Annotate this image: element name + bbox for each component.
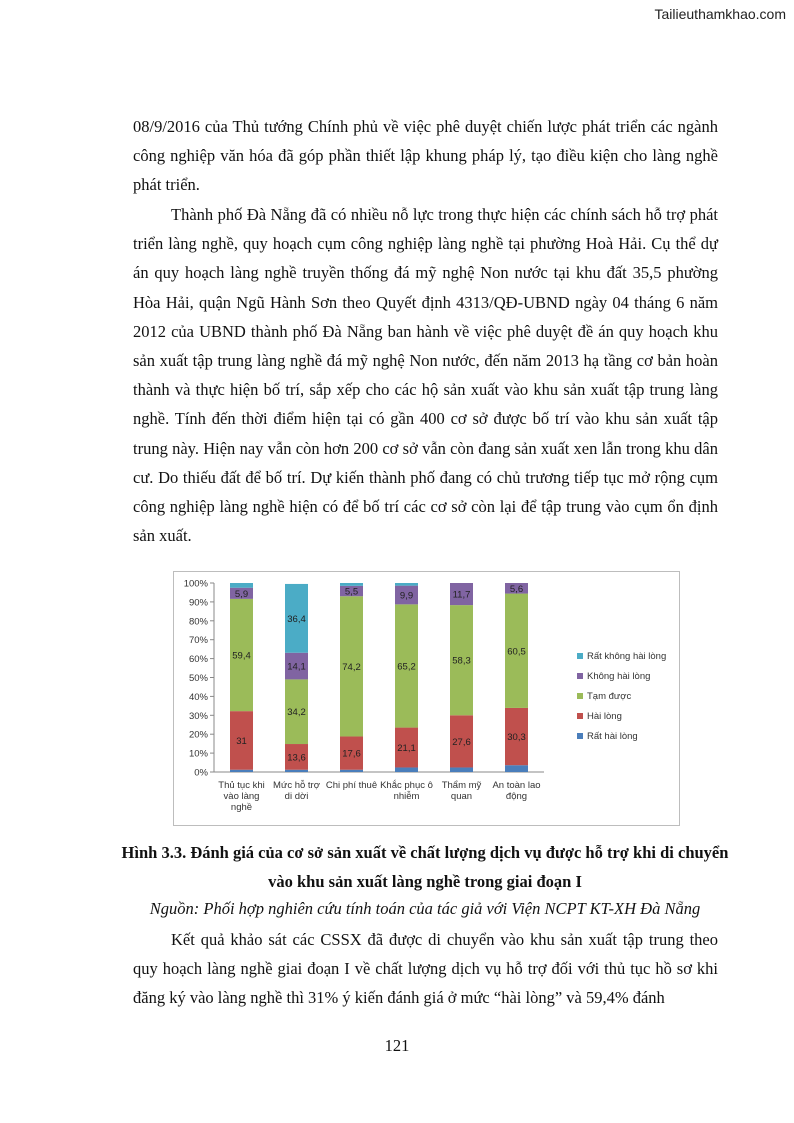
y-tick-label: 100%	[183, 578, 208, 590]
legend-swatch	[577, 713, 583, 719]
data-label: 59,4	[232, 650, 251, 662]
paragraph-3: Kết quả khảo sát các CSSX đã được di chuyển vào khu sản xuất tập trung theo quy hoạch làng nghề giai đoạn I về chất lượng dịch vụ hỗ trợ đối với thủ tục hồ sơ khi đăng ký vào làng nghề thì 31% ý kiến đánh giá ở mức “hài lòng” và 59,4% đánh	[133, 930, 718, 1008]
y-tick-label: 50%	[188, 673, 208, 684]
y-tick-label: 10%	[188, 748, 208, 760]
category-label: Chi phí thuê	[325, 780, 378, 791]
data-label: 14,1	[287, 661, 306, 673]
chart-container	[173, 571, 680, 826]
legend-swatch	[577, 673, 583, 679]
data-label: 30,3	[507, 732, 526, 744]
data-label: 5,6	[509, 583, 524, 595]
y-tick-label: 30%	[188, 710, 208, 722]
data-label: 21,1	[397, 743, 416, 755]
page-number: 121	[384, 1036, 410, 1055]
data-label: 36,4	[287, 613, 306, 625]
y-tick-label: 80%	[188, 616, 208, 628]
category-label: quan	[450, 791, 473, 802]
data-label: 58,3	[452, 655, 471, 667]
paragraph-2: Thành phố Đà Nẵng đã có nhiều nỗ lực trong thực hiện các chính sách hỗ trợ phát triển làng nghề, quy hoạch cụm công nghiệp làng nghề tại phường Hoà Hải. Cụ thể dự án quy hoạch làng nghề truyền thống đá mỹ nghệ Non nước tại khu đất 35,5 phường Hòa Hải, quận Ngũ Hành Sơn theo Quyết định 4313/QĐ-UBND ngày 04 tháng 6 năm 2012 của UBND thành phố Đà Nẵng ban hành về việc phê duyệt đề án quy hoạch khu sản xuất tập trung làng nghề đá mỹ nghệ Non nước, đến năm 2013 hạ tầng cơ bản hoàn thành và thực hiện bố trí, sắp xếp cho các hộ sản xuất vào khu sản xuất tập trung làng nghề. Tính đến thời điểm hiện tại có gần 400 cơ sở được bố trí vào khu sản xuất tập trung này. Hiện nay vẫn còn hơn 200 cơ sở vẫn còn đang sản xuất xen lẫn trong khu dân cư. Do thiếu đất để bố trí. Dự kiến thành phố đang có chủ trương tiếp tục mở rộng cụm công nghiệp làng nghề hiện có để bố trí các cơ sở còn lại để tập trung vào cụm ổn định sản xuất.	[133, 205, 718, 546]
legend-label: Rất không hài lòng	[587, 651, 667, 662]
data-label: 74,2	[342, 661, 361, 673]
bar-segment	[230, 770, 253, 772]
bar-segment	[230, 583, 253, 588]
y-tick-label: 70%	[188, 635, 208, 647]
data-label: 5,5	[344, 586, 359, 598]
legend-swatch	[577, 653, 583, 659]
category-label: vào làng	[223, 791, 260, 802]
data-label: 13,6	[287, 752, 306, 764]
legend-label: Không hài lòng	[587, 671, 651, 682]
data-label: 9,9	[399, 590, 414, 602]
y-tick-label: 20%	[188, 729, 208, 741]
category-label: An toàn lao	[492, 780, 541, 791]
data-label: 27,6	[452, 736, 471, 748]
figure-caption: Hình 3.3. Đánh giá của cơ sở sản xuất về chất lượng dịch vụ được hỗ trợ khi di chuyển vào khu sản xuất làng nghề trong giai đoạn I	[121, 843, 729, 891]
bar-segment	[505, 765, 528, 772]
y-tick-label: 90%	[188, 597, 208, 609]
data-label: 60,5	[507, 646, 526, 658]
category-label: di dời	[284, 791, 309, 802]
watermark: Tailieuthamkhao.com	[654, 6, 786, 22]
paragraph-1: 08/9/2016 của Thủ tướng Chính phủ về việc phê duyệt chiến lược phát triển các ngành công nghiệp văn hóa đã góp phần thiết lập khung pháp lý, tạo điều kiện cho làng nghề phát triển.	[133, 117, 718, 195]
legend-swatch	[577, 693, 583, 699]
legend-label: Hài lòng	[587, 711, 622, 722]
stacked-bar-chart	[174, 572, 679, 825]
y-tick-label: 0%	[194, 767, 208, 779]
bar-segment	[395, 583, 418, 586]
legend-swatch	[577, 733, 583, 739]
data-label: 34,2	[287, 707, 306, 719]
bar-segment	[285, 770, 308, 772]
bar-segment	[450, 767, 473, 772]
y-tick-label: 60%	[188, 654, 208, 666]
category-label: nhiễm	[393, 791, 420, 802]
category-label: Thẩm mỹ	[441, 780, 482, 791]
data-label: 31	[236, 735, 247, 747]
category-label: động	[505, 791, 528, 802]
bar-segment	[340, 770, 363, 772]
category-label: Mức hỗ trợ	[273, 780, 320, 791]
figure-source: Nguồn: Phối hợp nghiên cứu tính toán của tác giả với Viện NCPT KT-XH Đà Nẵng	[149, 899, 701, 918]
category-label: Khắc phục ô	[380, 780, 433, 791]
bar-segment	[340, 583, 363, 586]
bar-segment	[395, 767, 418, 772]
legend-label: Tạm được	[587, 691, 632, 702]
data-label: 17,6	[342, 748, 361, 760]
category-label: nghề	[230, 802, 253, 813]
data-label: 5,9	[234, 588, 249, 600]
legend-label: Rất hài lòng	[587, 731, 638, 742]
category-label: Thủ tục khi	[218, 780, 265, 791]
data-label: 65,2	[397, 661, 416, 673]
data-label: 11,7	[452, 589, 471, 601]
y-tick-label: 40%	[188, 691, 208, 703]
